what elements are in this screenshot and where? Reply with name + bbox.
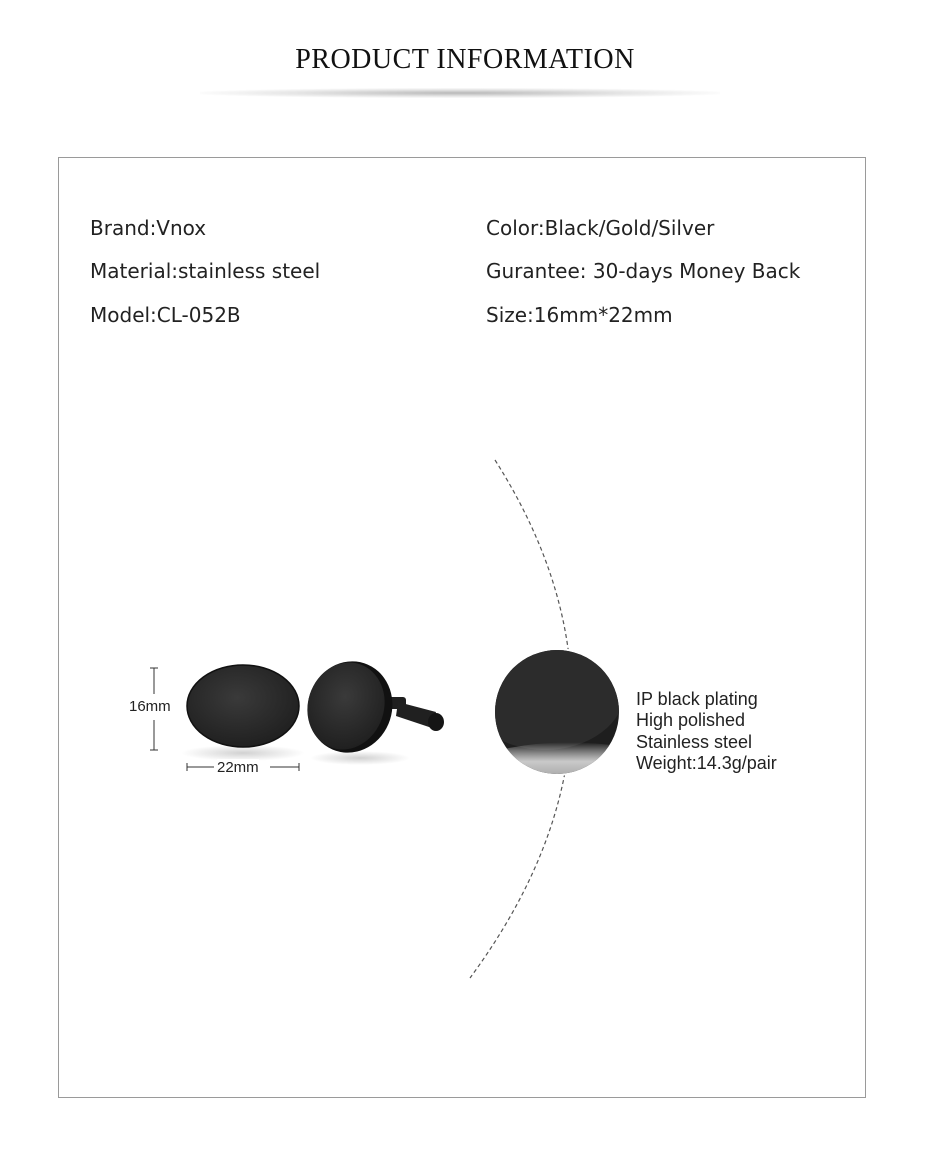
cufflink-toggle-end [428, 713, 444, 731]
spec-material: Material:stainless steel [90, 259, 321, 283]
spec-color: Color:Black/Gold/Silver [486, 216, 715, 240]
feature-plating: IP black plating [636, 689, 758, 709]
spec-model: Model:CL-052B [90, 303, 241, 327]
spec-brand: Brand:Vnox [90, 216, 207, 240]
height-dimension-label: 16mm [129, 698, 171, 715]
feature-material: Stainless steel [636, 732, 753, 752]
feature-weight: Weight:14.3g/pair [636, 753, 777, 773]
cufflink-side-face [296, 652, 395, 759]
cufflink-side-shadow [310, 751, 410, 765]
feature-polish: High polished [636, 710, 746, 730]
zoom-detail [465, 630, 630, 790]
cufflink-front-face [187, 665, 299, 747]
page-title: PRODUCT INFORMATION [295, 44, 635, 75]
spec-size: Size:16mm*22mm [486, 303, 673, 327]
spec-guarantee: Gurantee: 30-days Money Back [486, 259, 801, 283]
width-dimension-label: 22mm [217, 759, 259, 776]
